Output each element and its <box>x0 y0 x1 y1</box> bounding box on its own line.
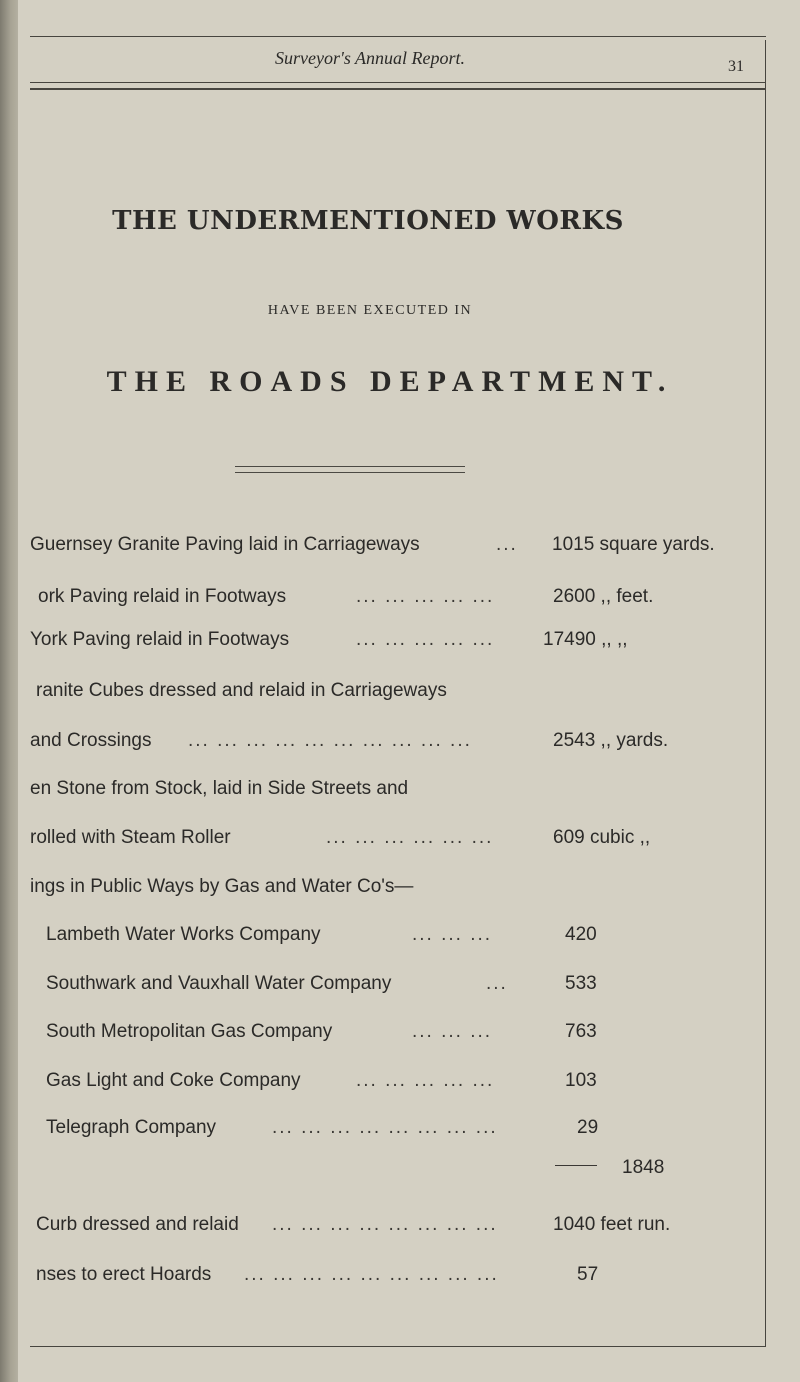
item-label: Southwark and Vauxhall Water Company <box>46 973 392 994</box>
item-label: South Metropolitan Gas Company <box>46 1021 333 1042</box>
item-leader: ... ... ... ... ... ... ... ... ... <box>244 1264 499 1285</box>
item-value: 57 <box>577 1264 599 1285</box>
item-label: rolled with Steam Roller <box>30 827 231 848</box>
list-item-total <box>0 1153 780 1183</box>
list-item <box>0 823 780 853</box>
section-subtitle: HAVE BEEN EXECUTED IN <box>267 303 473 318</box>
list-item <box>0 1066 780 1096</box>
list-item <box>0 530 780 560</box>
list-item <box>0 726 780 756</box>
list-item <box>0 1260 780 1290</box>
item-label: Telegraph Company <box>46 1117 217 1138</box>
item-value: 29 <box>577 1117 599 1138</box>
item-leader: ... ... ... ... ... <box>356 1070 495 1091</box>
item-value: 609 cubic ,, <box>553 827 651 848</box>
ornamental-rule-lower <box>235 472 465 473</box>
item-leader: ... <box>486 973 508 994</box>
item-value: 103 <box>565 1070 597 1091</box>
item-leader: ... ... ... ... ... ... ... ... <box>272 1117 498 1138</box>
list-item <box>0 774 780 804</box>
item-label: Lambeth Water Works Company <box>46 924 321 945</box>
item-leader: ... ... ... ... ... ... ... ... ... ... <box>188 730 472 751</box>
item-label: Curb dressed and relaid <box>36 1214 239 1235</box>
running-title: Surveyor's Annual Report. <box>275 48 465 68</box>
item-label: en Stone from Stock, laid in Side Streets and <box>30 778 409 799</box>
item-leader: ... ... ... ... ... ... ... ... <box>272 1214 498 1235</box>
item-leader: ... ... ... <box>412 1021 493 1042</box>
item-value: 1040 feet run. <box>553 1214 671 1235</box>
item-label: Gas Light and Coke Company <box>46 1070 301 1091</box>
item-label: ranite Cubes dressed and relaid in Carriageways <box>36 680 447 701</box>
header-rule-top <box>30 36 766 37</box>
total-value: 1848 <box>622 1157 665 1178</box>
item-label: and Crossings <box>30 730 152 751</box>
header-rule-bottom <box>30 82 766 83</box>
item-value: 533 <box>565 973 597 994</box>
list-item <box>0 969 780 999</box>
list-item <box>0 872 780 902</box>
page-border-bottom <box>30 1346 766 1347</box>
department-heading: THE ROADS DEPARTMENT. <box>106 365 674 398</box>
item-value: 2543 ,, yards. <box>553 730 669 751</box>
list-item <box>0 1210 780 1240</box>
item-label: Guernsey Granite Paving laid in Carriageways <box>30 534 420 555</box>
section-title: THE UNDERMENTIONED WORKS <box>112 206 624 236</box>
item-leader: ... <box>496 534 518 555</box>
item-leader: ... ... ... <box>412 924 493 945</box>
item-value: 2600 ,, feet. <box>553 586 654 607</box>
item-label: nses to erect Hoards <box>36 1264 212 1285</box>
page-number: 31 <box>728 58 744 75</box>
item-label: ings in Public Ways by Gas and Water Co's— <box>30 876 414 897</box>
item-leader: ... ... ... ... ... <box>356 586 495 607</box>
item-value: 1015 square yards. <box>552 534 715 555</box>
item-value: 420 <box>565 924 597 945</box>
item-value: 763 <box>565 1021 597 1042</box>
list-item <box>0 625 780 655</box>
ornamental-rule-upper <box>235 466 465 467</box>
list-item <box>0 920 780 950</box>
item-value: 17490 ,, ,, <box>543 629 628 650</box>
item-leader: ... ... ... ... ... ... <box>326 827 494 848</box>
list-item <box>0 582 780 612</box>
list-item <box>0 676 780 706</box>
list-item <box>0 1113 780 1143</box>
list-item <box>0 1017 780 1047</box>
item-label: York Paving relaid in Footways <box>30 629 290 650</box>
item-label: ork Paving relaid in Footways <box>38 586 287 607</box>
header-rule-thick <box>30 88 766 90</box>
item-leader: ... ... ... ... ... <box>356 629 495 650</box>
